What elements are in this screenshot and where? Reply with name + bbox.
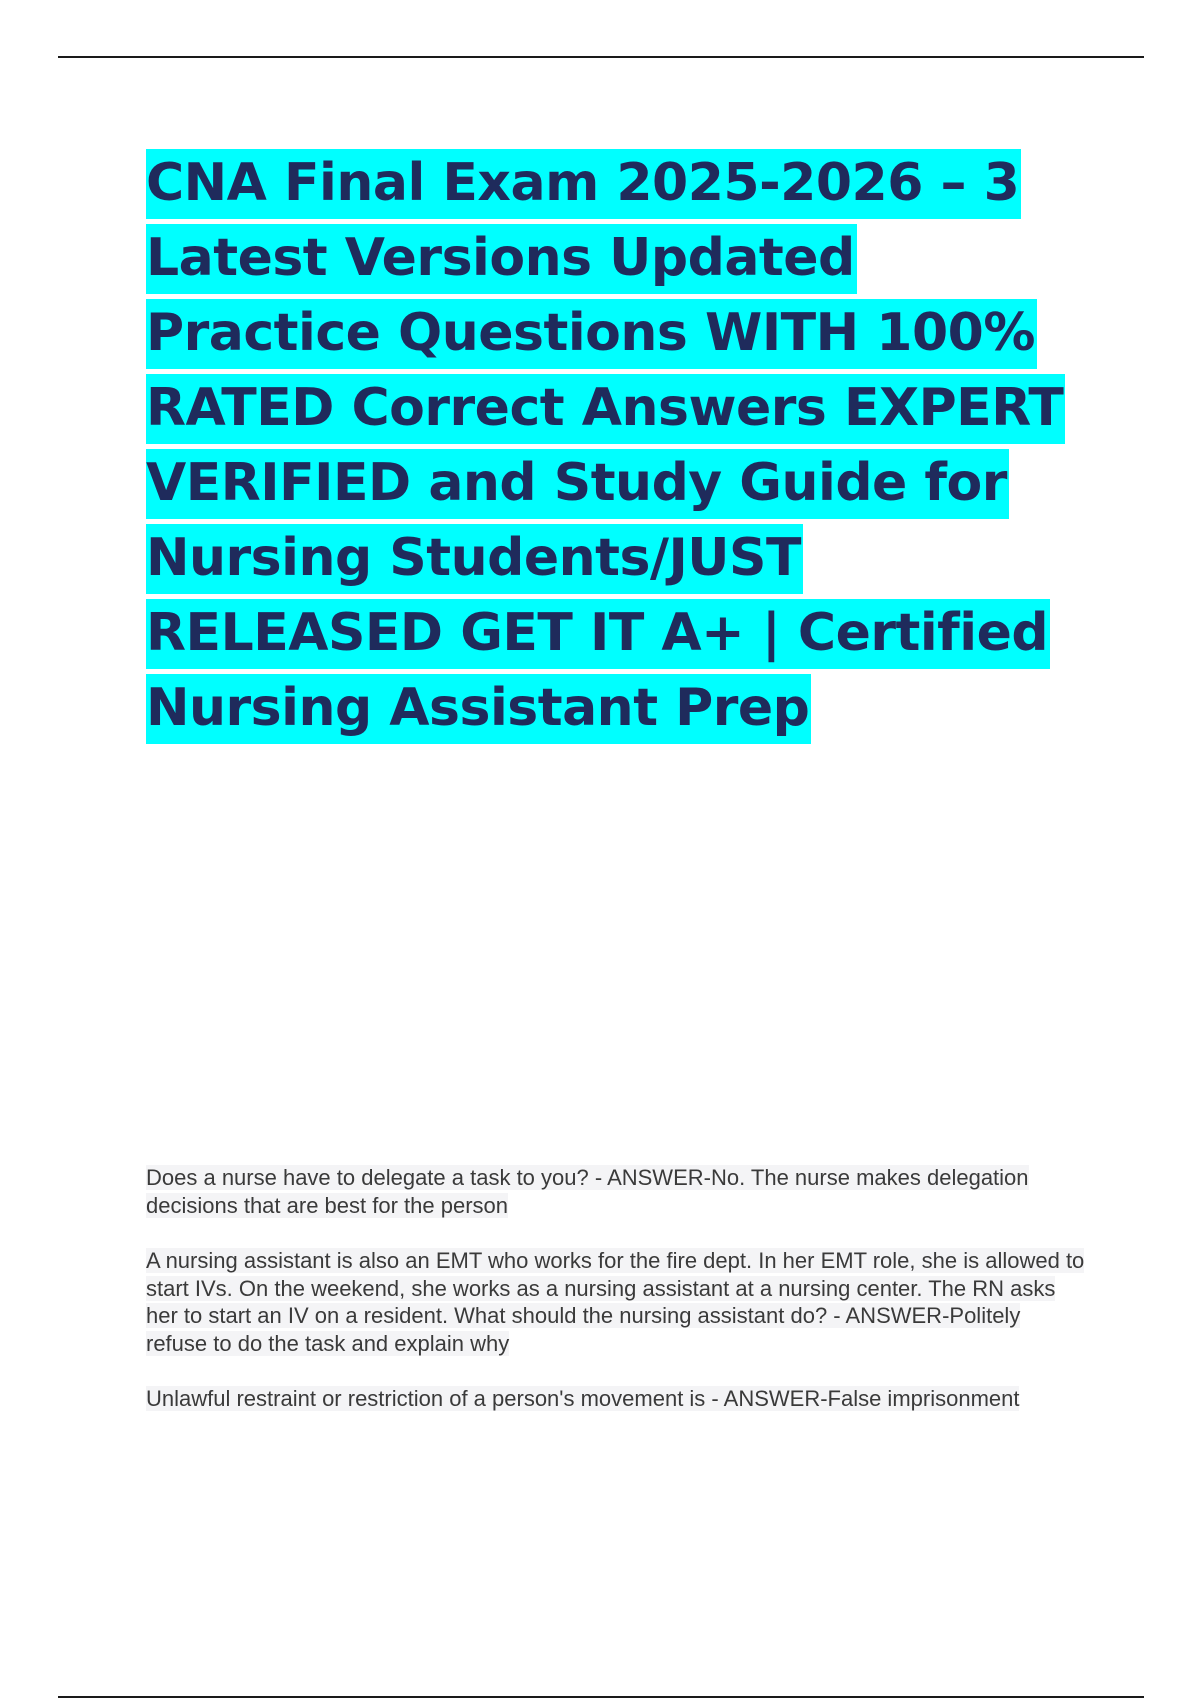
header-rule [58,56,1144,58]
qa-item [146,1164,1086,1219]
qa-item [146,1247,1086,1357]
qa-text: Unlawful restraint or restriction of a person's movement is - ANSWER-False imprisonment [146,1386,1020,1411]
qa-text: A nursing assistant is also an EMT who works for the fire dept. In her EMT role, she is allowed to start IVs. On the weekend, she works as a nursing assistant at a nursing center. The RN asks her to start an IV on a resident. What should the nursing assistant do? - ANSWER-Politely refuse to do the task and explain why [146,1248,1085,1356]
qa-list [146,1164,1086,1441]
qa-item [146,1385,1086,1413]
qa-text: Does a nurse have to delegate a task to you? - ANSWER-No. The nurse makes delegation decisions that are best for the person [146,1165,1029,1218]
document-title [146,146,1086,746]
footer-rule [58,1696,1144,1698]
title-block [146,146,1086,746]
title-highlight: CNA Final Exam 2025-2026 – 3 Latest Versions Updated Practice Questions WITH 100% RATED Correct Answers EXPERT VERIFIED and Study Guide for Nursing Students/JUST RELEASED GET IT A+ | Certified Nursing Assistant Prep [146,149,1065,744]
